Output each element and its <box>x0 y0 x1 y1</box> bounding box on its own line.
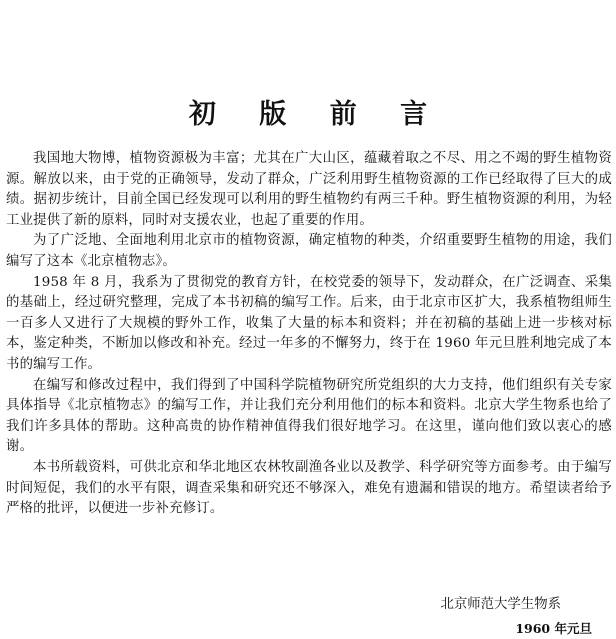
paragraph-2: 为了广泛地、全面地利用北京市的植物资源，确定植物的种类，介绍重要野生植物的用途，我们编写了这本《北京植物志》。 <box>6 233 612 269</box>
paragraph-4: 在编写和修改过程中，我们得到了中国科学院植物研究所党组织的大力支持，他们组织有关专家具体指导《北京植物志》的编写工作，并让我们充分利用他们的标本和资料。北京大学生物系也给了我们许多具体的帮助。这种高贵的协作精神值得我们很好地学习。在这里，谨向他们致以衷心的感谢。 <box>6 377 612 455</box>
signature: 北京师范大学生物系 <box>440 597 561 612</box>
paragraph-1: 我国地大物博，植物资源极为丰富；尤其在广大山区，蕴藏着取之不尽、用之不竭的野生植物资源。解放以来，由于党的正确领导，发动了群众，广泛利用野生植物资源的工作已经取得了巨大的成绩。据初步统计，目前全国已经发现可以利用的野生植物约有两三千种。野生植物资源的利用，为轻工业提供了新的原料，同时对支援农业，也起了重要的作用。 <box>6 151 612 228</box>
signature-date: 1960 年元旦 <box>515 621 592 636</box>
page-title: 初 版 前 言 <box>188 99 445 130</box>
preface-body <box>6 149 612 520</box>
paragraph-3: 1958 年 8 月，我系为了贯彻党的教育方针，在校党委的领导下，发动群众，在广泛调查、采集的基础上，经过研究整理，完成了本书初稿的编写工作。后来，由于北京市区扩大，我系植物组师生一百多人又进行了大规模的野外工作，收集了大量的标本和资料；并在初稿的基础上进一步核对标本，鉴定种类，不断加以修改和补充。经过一年多的不懈努力，终于在 1960 年元旦胜利地完成了本书的编写工作。 <box>6 274 612 372</box>
paragraph-5: 本书所载资料，可供北京和华北地区农林牧副渔各业以及教学、科学研究等方面参考。由于编写时间短促，我们的水平有限，调查采集和研究还不够深入，难免有遗漏和错误的地方。希望读者给予严格的批评，以便进一步补充修订。 <box>6 459 612 517</box>
